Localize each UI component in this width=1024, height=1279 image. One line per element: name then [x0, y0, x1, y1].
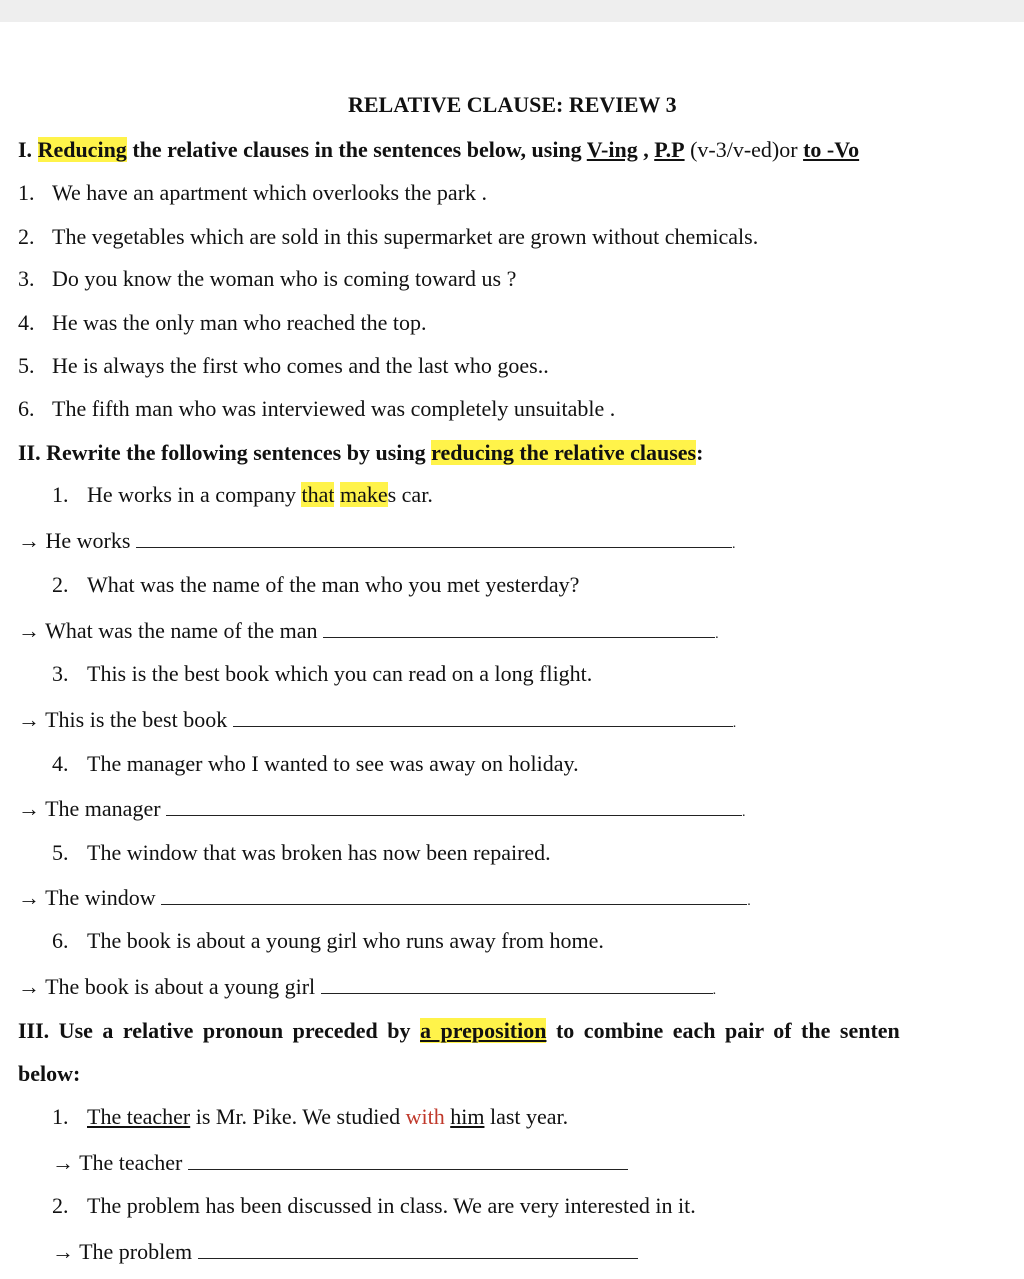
arrow-icon: →: [18, 796, 40, 821]
item-number: 1.: [52, 1104, 69, 1129]
arrow-icon: →: [18, 885, 40, 910]
item-text-end: s car.: [387, 482, 433, 507]
answer-line-2: [18, 617, 719, 648]
answer-prompt: The window: [40, 885, 162, 910]
section-1-highlight: Reducing: [37, 137, 127, 162]
answer-prompt: The book is about a young girl: [40, 974, 321, 999]
answer-line-1: [18, 527, 735, 558]
item-text: The fifth man who was interviewed was completely unsuitable .: [52, 396, 616, 421]
section-2-text: II. Rewrite the following sentences by using: [18, 440, 432, 465]
answer-line-5: [18, 884, 751, 915]
ving-label: V-ing: [586, 137, 638, 162]
item-text: We have an apartment which overlooks the park .: [52, 180, 488, 205]
item-text: He was the only man who reached the top.: [52, 310, 427, 335]
exercise-1-item-4: [18, 310, 427, 336]
answer-blank[interactable]: [166, 795, 742, 816]
answer-prompt: He works: [40, 528, 136, 553]
page-title: RELATIVE CLAUSE: REVIEW 3: [348, 92, 677, 117]
exercise-2-item-4: [52, 751, 579, 777]
exercise-2-item-5: [52, 840, 551, 866]
section-1-heading: [18, 137, 859, 163]
answer-prompt: This is the best book: [40, 707, 233, 732]
answer-prompt: The teacher: [74, 1150, 188, 1175]
end-dot: .: [742, 805, 746, 820]
section-1-mid: (v-3/v-ed)or: [684, 137, 804, 162]
exercise-3-item-1: [52, 1104, 568, 1130]
exercise-3-item-2: [52, 1193, 696, 1219]
section-3-highlight: a preposition: [420, 1018, 547, 1043]
exercise-1-item-1: [18, 180, 487, 206]
item-text: He is always the first who comes and the last who goes..: [52, 353, 549, 378]
underlined-object: him: [450, 1104, 485, 1129]
arrow-icon: →: [52, 1239, 74, 1264]
arrow-icon: →: [52, 1150, 74, 1175]
answer-line-6: [18, 973, 716, 1004]
section-3-text: III. Use a relative pronoun preceded by: [18, 1018, 421, 1043]
answer-prompt: What was the name of the man: [40, 618, 324, 643]
end-dot: .: [732, 716, 737, 731]
answer-blank[interactable]: [198, 1238, 638, 1259]
item-number: 4.: [52, 751, 69, 776]
item-number: 1.: [52, 482, 69, 507]
answer-blank[interactable]: [321, 973, 713, 994]
exercise-1-item-5: [18, 353, 549, 379]
item-number: 2.: [52, 572, 69, 597]
answer-blank[interactable]: [136, 527, 732, 548]
item-text-end: last year.: [484, 1104, 569, 1129]
item-number: 6.: [52, 928, 69, 953]
to-vo-label: to -Vo: [803, 137, 860, 162]
section-1-number: I.: [18, 137, 33, 162]
answer-prompt: The problem: [74, 1239, 198, 1264]
item-text: The vegetables which are sold in this supermarket are grown without chemicals.: [52, 224, 759, 249]
answer-line-4: [18, 795, 746, 826]
answer-line-3-1: [52, 1149, 628, 1176]
end-dot: .: [747, 894, 751, 909]
item-number: 3.: [52, 661, 69, 686]
exercise-2-item-3: [52, 661, 592, 687]
section-3-heading: [18, 1018, 900, 1044]
answer-blank[interactable]: [188, 1149, 628, 1170]
item-number: 4.: [18, 310, 35, 335]
item-number: 6.: [18, 396, 35, 421]
item-text: The manager who I wanted to see was away on holiday.: [87, 751, 579, 776]
section-1-text: the relative clauses in the sentences below, using: [126, 137, 587, 162]
section-3-text-end: to combine each pair of the senten: [546, 1018, 900, 1043]
item-number: 5.: [52, 840, 69, 865]
exercise-2-item-1: [52, 482, 433, 508]
highlight-that: that: [301, 482, 335, 507]
answer-line-3-2: [52, 1238, 638, 1265]
answer-blank[interactable]: [161, 884, 747, 905]
colon: :: [696, 440, 704, 465]
item-text: The window that was broken has now been repaired.: [87, 840, 551, 865]
answer-line-3: [18, 706, 736, 737]
end-dot: .: [731, 537, 736, 552]
arrow-icon: →: [18, 707, 40, 732]
item-text: What was the name of the man who you met yesterday?: [87, 572, 580, 597]
item-text: The problem has been discussed in class. We are very interested in it.: [87, 1193, 696, 1218]
red-preposition: with: [405, 1104, 445, 1129]
item-text: This is the best book which you can read on a long flight.: [87, 661, 593, 686]
item-number: 5.: [18, 353, 35, 378]
exercise-1-item-2: [18, 224, 758, 250]
item-number: 1.: [18, 180, 35, 205]
exercise-2-item-2: [52, 572, 579, 598]
highlight-make: make: [339, 482, 388, 507]
item-text: The book is about a young girl who runs away from home.: [87, 928, 604, 953]
arrow-icon: →: [18, 618, 40, 643]
item-number: 3.: [18, 266, 35, 291]
item-number: 2.: [52, 1193, 69, 1218]
top-bar: [0, 0, 1024, 22]
arrow-icon: →: [18, 974, 40, 999]
section-2-heading: [18, 440, 703, 466]
exercise-2-item-6: [52, 928, 604, 954]
item-text: He works in a company: [87, 482, 302, 507]
item-number: 2.: [18, 224, 35, 249]
section-2-highlight: reducing the relative clauses: [431, 440, 697, 465]
comma: ,: [637, 137, 655, 162]
answer-blank[interactable]: [323, 617, 715, 638]
underlined-subject: The teacher: [87, 1104, 191, 1129]
section-3-heading-line-2: below:: [18, 1061, 81, 1086]
item-text: Do you know the woman who is coming toward us ?: [52, 266, 517, 291]
arrow-icon: →: [18, 528, 40, 553]
exercise-1-item-3: [18, 266, 516, 292]
answer-blank[interactable]: [233, 706, 733, 727]
end-dot: .: [715, 627, 719, 642]
end-dot: .: [712, 983, 717, 998]
exercise-1-item-6: [18, 396, 615, 422]
pp-label: P.P: [654, 137, 685, 162]
item-text: is Mr. Pike. We studied: [190, 1104, 406, 1129]
answer-prompt: The manager: [40, 796, 167, 821]
